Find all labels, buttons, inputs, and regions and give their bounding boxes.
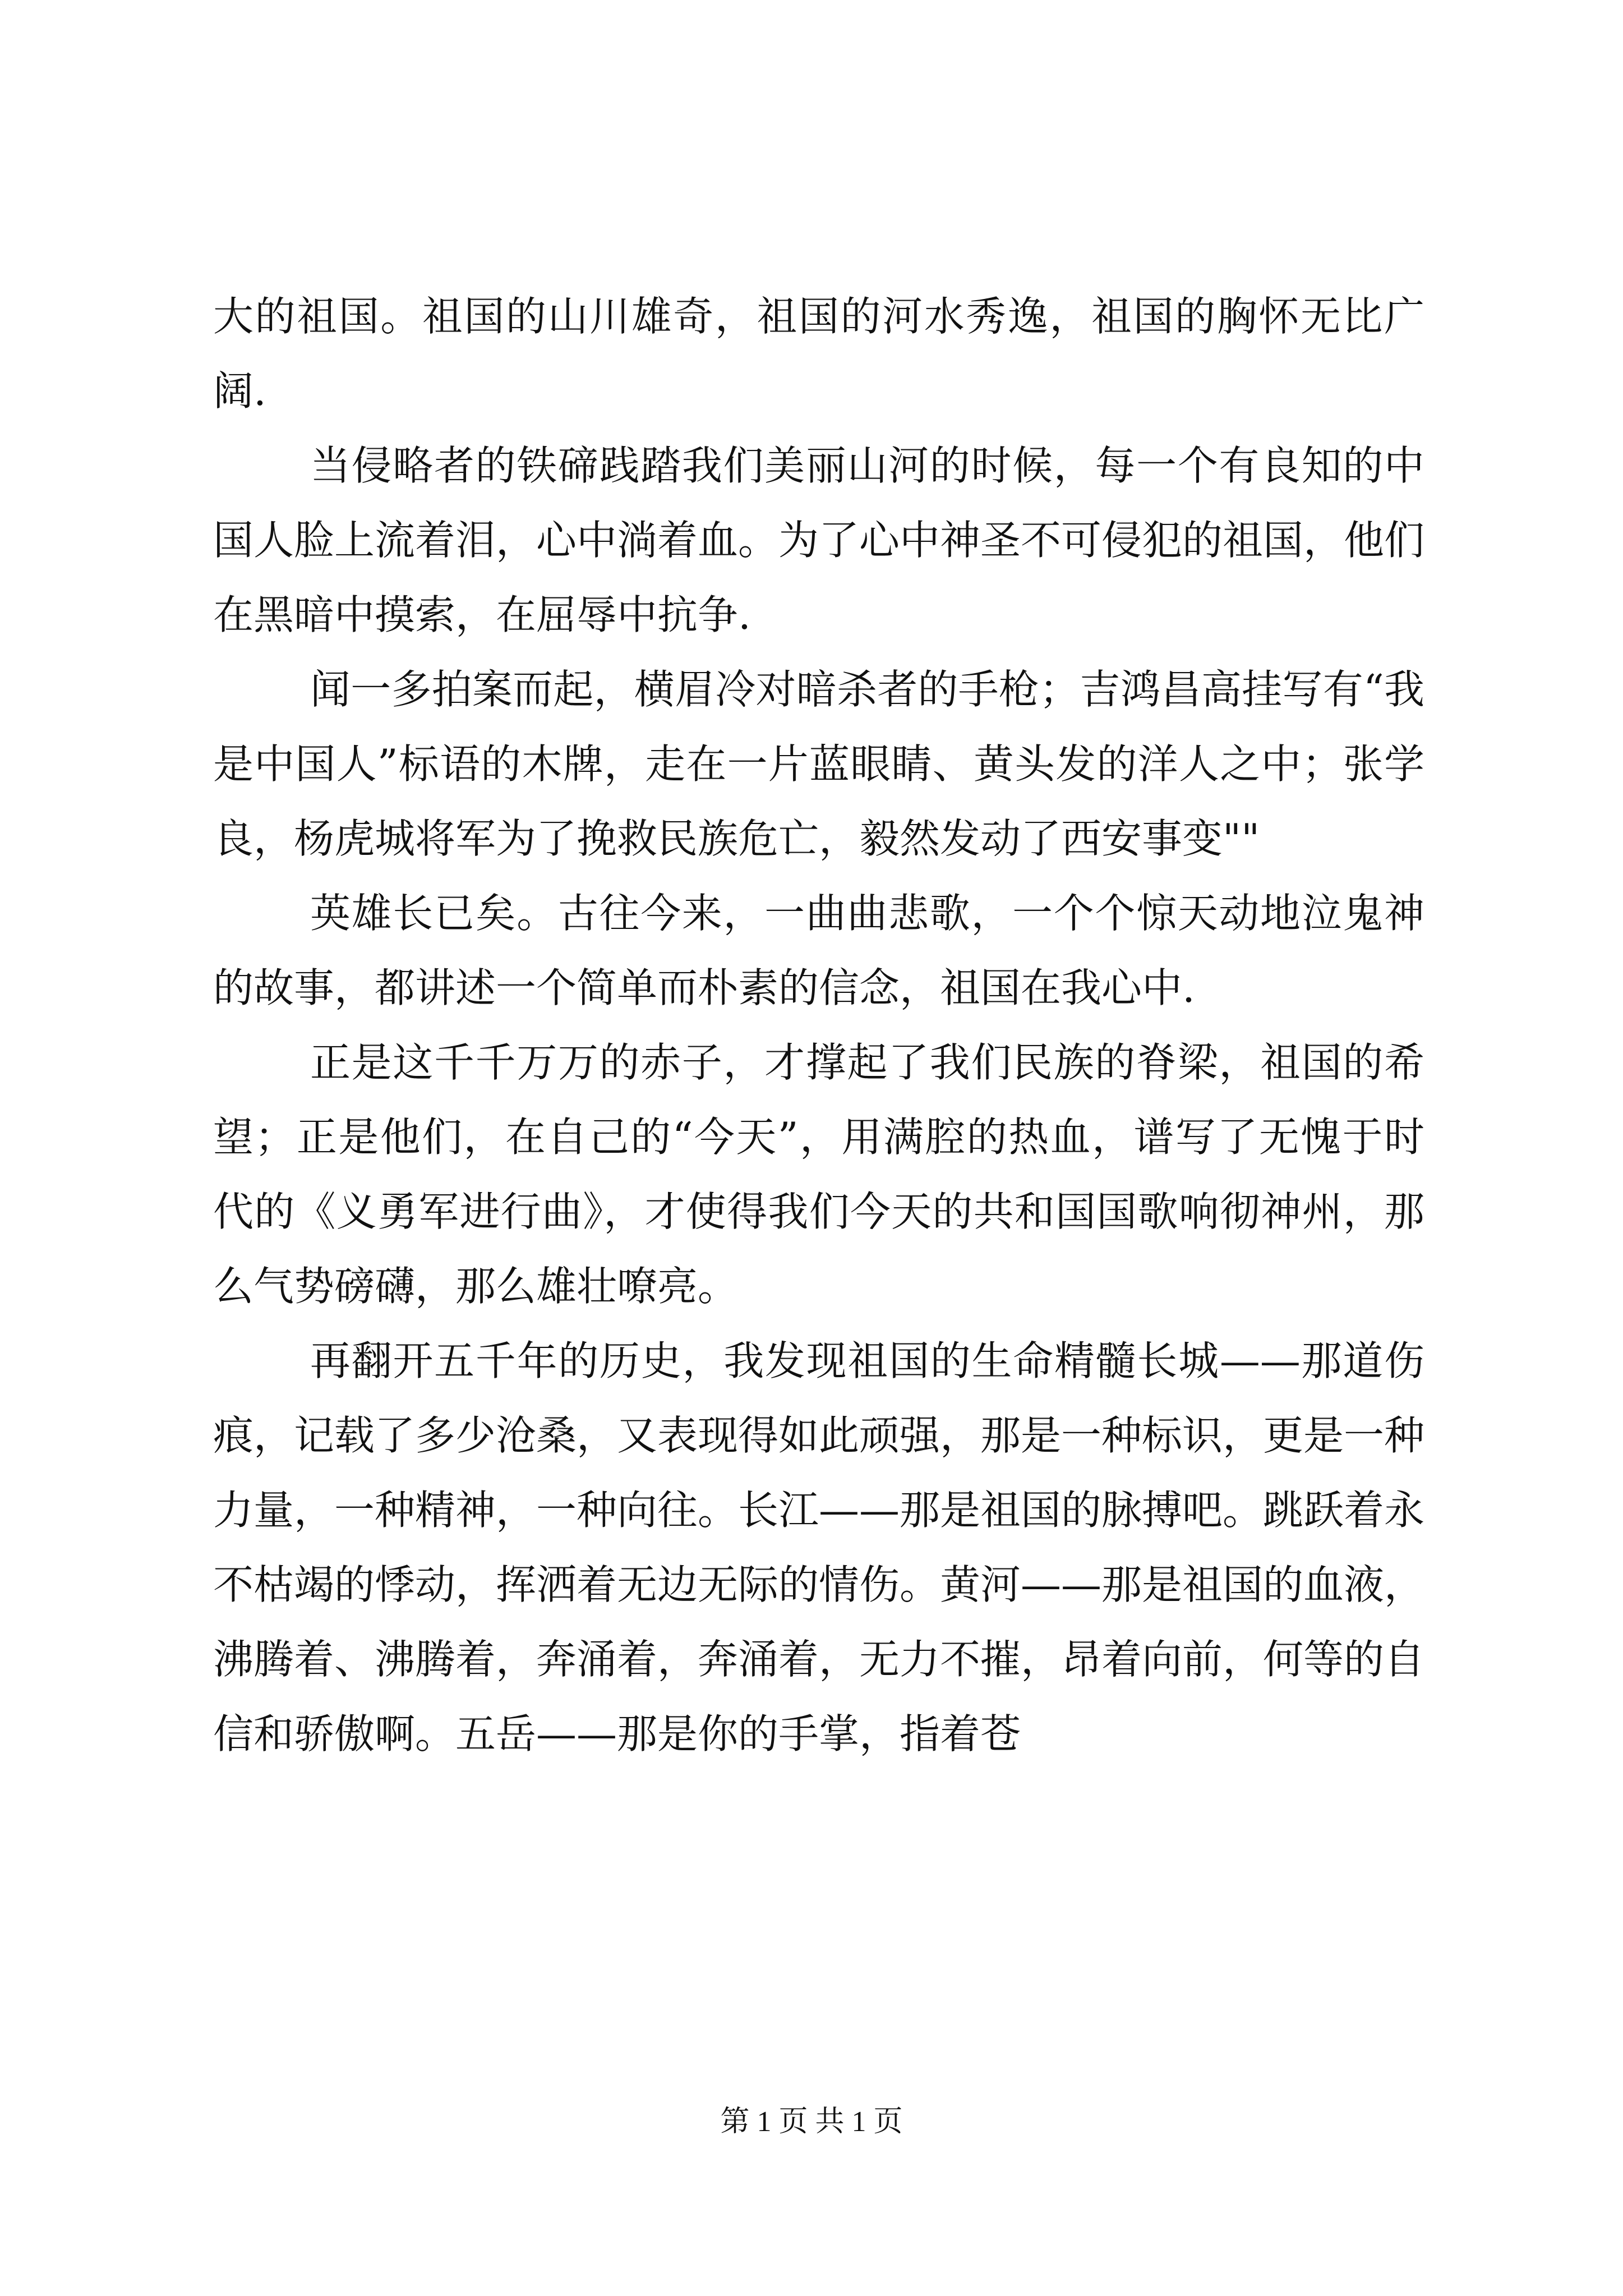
paragraph-4: 英雄长已矣。古往今来，一曲曲悲歌，一个个惊天动地泣鬼神的故事，都讲述一个简单而朴素的信念，祖国在我心中. bbox=[213, 890, 1424, 1011]
document-body bbox=[213, 279, 1424, 1772]
paragraph-3: 闻一多拍案而起，横眉冷对暗杀者的手枪；吉鸿昌高挂写有“我是中国人”标语的木牌，走在一片蓝眼睛、黄头发的洋人之中；张学良，杨虎城将军为了挽救民族危亡，毅然发动了西安事变"" bbox=[213, 666, 1424, 862]
paragraph-2: 当侵略者的铁碲践踏我们美丽山河的时候，每一个有良知的中国人脸上流着泪，心中淌着血。为了心中神圣不可侵犯的祖国，他们在黑暗中摸索，在屈辱中抗争. bbox=[213, 442, 1425, 638]
paragraph-1: 大的祖国。祖国的山川雄奇，祖国的河水秀逸，祖国的胸怀无比广阔. bbox=[213, 293, 1424, 415]
paragraph-6: 再翻开五千年的历史，我发现祖国的生命精髓长城——那道伤痕，记载了多少沧桑，又表现得如此顽强，那是一种标识，更是一种力量，一种精神，一种向往。长江——那是祖国的脉搏吧。跳跃着永不枯竭的悸动，挥洒着无边无际的情伤。黄河——那是祖国的血液，沸腾着、沸腾着，奔涌着，奔涌着，无力不摧，昂着向前，何等的自信和骄傲啊。五岳——那是你的手掌，指着苍 bbox=[213, 1337, 1425, 1757]
paragraph-5: 正是这千千万万的赤子，才撑起了我们民族的脊梁，祖国的希望；正是他们，在自己的“今天”，用满腔的热血，谱写了无愧于时代的《义勇军进行曲》，才使得我们今天的共和国国歌响彻神州，那么气势磅礴，那么雄壮嘹亮。 bbox=[213, 1039, 1424, 1310]
page-footer: 第 1 页 共 1 页 bbox=[720, 2106, 903, 2138]
